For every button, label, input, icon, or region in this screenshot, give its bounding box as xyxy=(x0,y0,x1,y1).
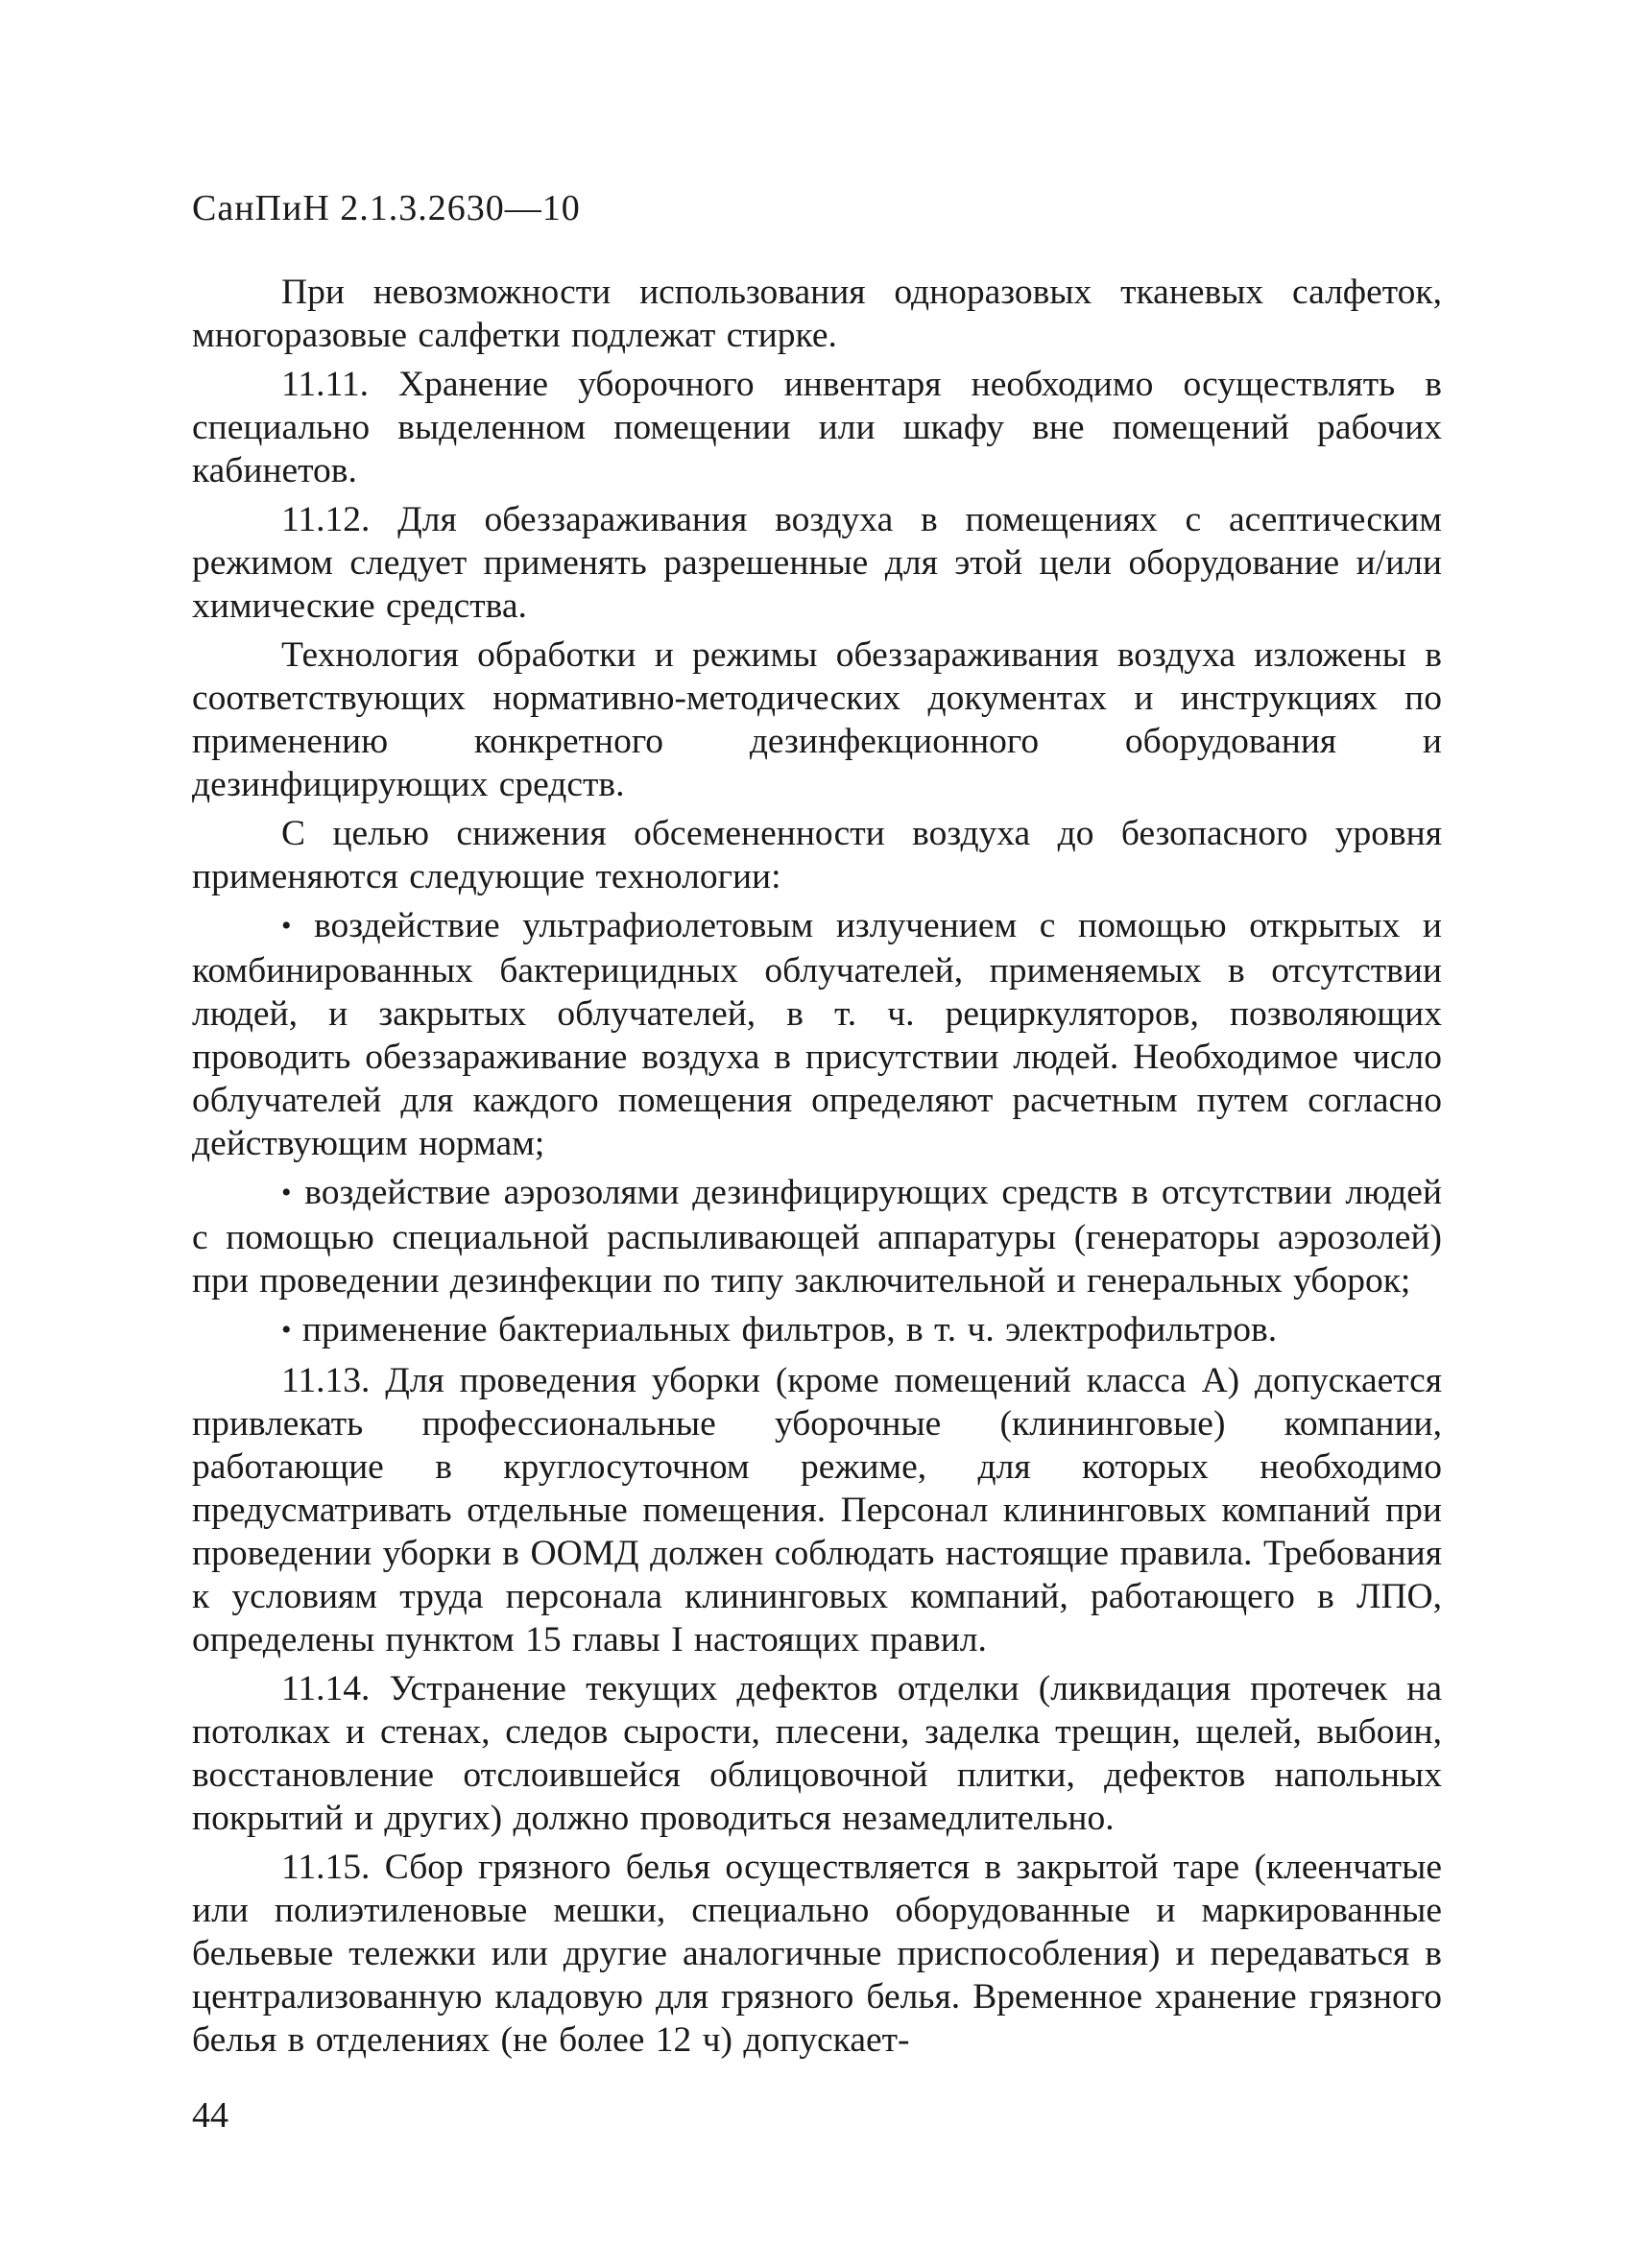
bullet-item-aerosol xyxy=(192,1171,1442,1302)
bullet-item-filters xyxy=(192,1308,1442,1353)
paragraph-technology: Технология обработки и режимы обеззараживания воздуха изложены в соответствующих нормативно-методических документах и инструкциях по применению конкретного дезинфекционного оборудования и дезинфицирующих средств. xyxy=(192,635,1442,804)
paragraph-11-12: 11.12. Для обеззараживания воздуха в помещениях с асептическим режимом следует применять разрешенные для этой цели оборудование и/или химические средства. xyxy=(192,500,1442,626)
bullet-icon: • xyxy=(281,1177,292,1208)
paragraph-11-13: 11.13. Для проведения уборки (кроме помещений класса А) допускается привлекать профессиональные уборочные (клининговые) компании, работающие в круглосуточном режиме, для которых необходимо предусматривать отдельные помещения. Персонал клининговых компаний при проведении уборки в ООМД должен соблюдать настоящие правила. Требования к условиям труда персонала клининговых компаний, работающего в ЛПО, определены пунктом 15 главы I настоящих правил. xyxy=(192,1361,1442,1659)
paragraph-11-11: 11.11. Хранение уборочного инвентаря необходимо осуществлять в специально выделенном помещении или шкафу вне помещений рабочих кабинетов. xyxy=(192,365,1442,490)
bullet-text: воздействие аэрозолями дезинфицирующих средств в отсутствии людей с помощью специальной распыливающей аппаратуры (генераторы аэрозолей) при проведении дезинфекции по типу заключительной и генеральных уборок; xyxy=(192,1173,1443,1301)
paragraph-goal: С целью снижения обсемененности воздуха до безопасного уровня применяются следующие технологии: xyxy=(192,814,1442,896)
bullet-icon: • xyxy=(281,1314,292,1346)
document-body xyxy=(192,271,1442,2067)
bullet-item-uv xyxy=(192,904,1442,1165)
bullet-icon: • xyxy=(281,910,292,942)
page-number: 44 xyxy=(192,2095,228,2136)
paragraph-11-15: 11.15. Сбор грязного белья осуществляется в закрытой таре (клеенчатые или полиэтиленовые мешки, специально оборудованные и маркированные бельевые тележки или другие аналогичные приспособления) и передаваться в централизованную кладовую для грязного белья. Временное хранение грязного белья в отделениях (не более 12 ч) допускает- xyxy=(192,1848,1442,2060)
paragraph-napkins: При невозможности использования одноразовых тканевых салфеток, многоразовые салфетки подлежат стирке. xyxy=(192,273,1442,355)
bullet-text: воздействие ультрафиолетовым излучением с помощью открытых и комбинированных бактерицидных облучателей, применяемых в отсутствии людей, и закрытых облучателей, в т. ч. рециркуляторов, позволяющих проводить обеззараживание воздуха в присутствии людей. Необходимое число облучателей для каждого помещения определяют расчетным путем согласно действующим нормам; xyxy=(192,906,1443,1163)
document-header: СанПиН 2.1.3.2630—10 xyxy=(192,188,581,228)
paragraph-11-14: 11.14. Устранение текущих дефектов отделки (ликвидация протечек на потолках и стенах, следов сырости, плесени, заделка трещин, щелей, выбоин, восстановление отслоившейся облицовочной плитки, дефектов напольных покрытий и других) должно проводиться незамедлительно. xyxy=(192,1669,1442,1838)
bullet-text: применение бактериальных фильтров, в т. ч. электрофильтров. xyxy=(301,1310,1278,1349)
